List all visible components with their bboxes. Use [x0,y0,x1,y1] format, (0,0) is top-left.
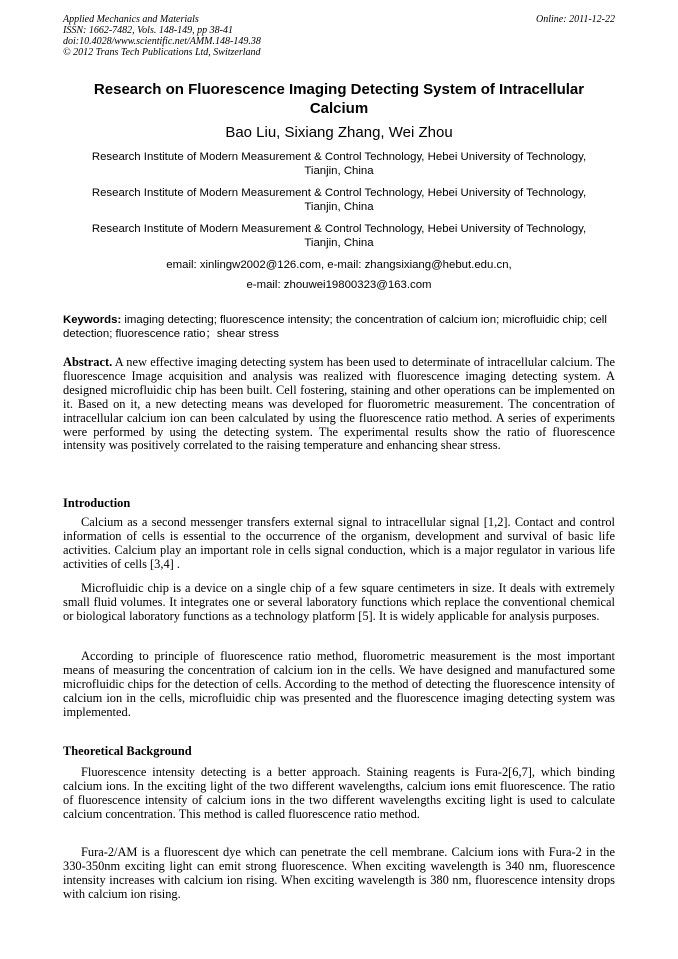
doi-line: doi:10.4028/www.scientific.net/AMM.148-149.38 [63,36,261,47]
affiliation-1 [63,150,615,178]
theory-paragraph-2: Fura-2/AM is a fluorescent dye which can penetrate the cell membrane. Calcium ions with Fura-2 in the 330-350nm exciting light can emit strong fluorescence. When exciting wavelength is 340 nm, fluorescence intensity increases with calcium ion rising. When exciting wavelength is 380 nm, fluorescence intensity drops with calcium ion rising. [63,845,615,901]
copyright-line: © 2012 Trans Tech Publications Ltd, Switzerland [63,47,261,58]
section-heading-theoretical-background: Theoretical Background [63,744,192,758]
affiliation-line: Research Institute of Modern Measurement & Control Technology, Hebei University of Technology, [91,151,587,163]
keywords-label: Keywords: [63,314,122,326]
author-list: Bao Liu, Sixiang Zhang, Wei Zhou [225,124,453,141]
intro-paragraph-1: Calcium as a second messenger transfers external signal to intracellular signal [1,2]. Contact and control information of cells is essential to the occurrence of the organism, development and survival of basic life activities. Calcium play an important role in cells signal conduction, which is a major regulator in various life activities of cells [3,4] . [63,515,615,571]
keywords-text: imaging detecting; fluorescence intensity; the concentration of calcium ion; microfluidic chip; cell detection; fluorescence ratio；shear stress [63,314,607,340]
email-line-2: e-mail: zhouwei19800323@163.com [246,279,432,291]
email-line-1: email: xinlingw2002@126.com, e-mail: zhangsixiang@hebut.edu.cn, [166,259,512,271]
affiliation-line: Tianjin, China [304,165,374,177]
affiliation-line: Tianjin, China [304,201,374,213]
affiliation-3 [63,222,615,250]
abstract-label: Abstract. [63,355,113,369]
affiliation-line: Research Institute of Modern Measurement & Control Technology, Hebei University of Technology, [91,223,587,235]
publication-header [63,14,615,58]
keywords-block [63,313,615,341]
affiliation-2 [63,186,615,214]
abstract-block [63,356,615,453]
affiliation-line: Research Institute of Modern Measurement & Control Technology, Hebei University of Technology, [91,187,587,199]
intro-paragraph-2: Microfluidic chip is a device on a single chip of a few square centimeters in size. It deals with extremely small fluid volumes. It integrates one or several laboratory functions which replace the conventional chemical or biological laboratory functions as a technology platform [5]. It is widely applicable for analysis purposes. [63,581,615,623]
affiliation-line: Tianjin, China [304,237,374,249]
abstract-text: A new effective imaging detecting system has been used to determinate of intracellular calcium. The fluorescence Image acquisition and analysis was realized with fluorescence imaging detecting system. A designed microfluidic chip has been built. Cell fostering, staining and other operations can be implemented on it. Based on it, a new detecting means was developed for fluorometric measurement. The concentration of intracellular calcium ion can been calculated by using the fluorescence ratio method. A series of experiments were performed by using the detecting system. The experimental results show the ratio of fluorescence intensity was positively correlated to the raising temperature and enhancing shear stress. [63,355,615,453]
issn-line: ISSN: 1662-7482, Vols. 148-149, pp 38-41 [63,25,233,36]
online-date: Online: 2011-12-22 [536,14,615,25]
journal-name: Applied Mechanics and Materials [63,14,199,25]
theory-paragraph-1: Fluorescence intensity detecting is a better approach. Staining reagents is Fura-2[6,7], which binding calcium ions. In the exciting light of the two different wavelengths, calcium ions emit fluorescence. The ratio of fluorescence intensity of calcium ions in the two different wavelengths exciting light is used to calculate calcium concentration. This method is called fluorescence ratio method. [63,765,615,821]
section-heading-introduction: Introduction [63,496,131,510]
intro-paragraph-3: According to principle of fluorescence ratio method, fluorometric measurement is the most important means of measuring the concentration of calcium ion in the cells. We have designed and manufactured some microfluidic chips for the detection of cells. According to the method of detecting the fluorescence intensity of calcium ion in the cells, microfluidic chip was presented and the fluorescence imaging detecting system was implemented. [63,649,615,719]
paper-title: Research on Fluorescence Imaging Detecting System of Intracellular Calcium [93,81,585,117]
